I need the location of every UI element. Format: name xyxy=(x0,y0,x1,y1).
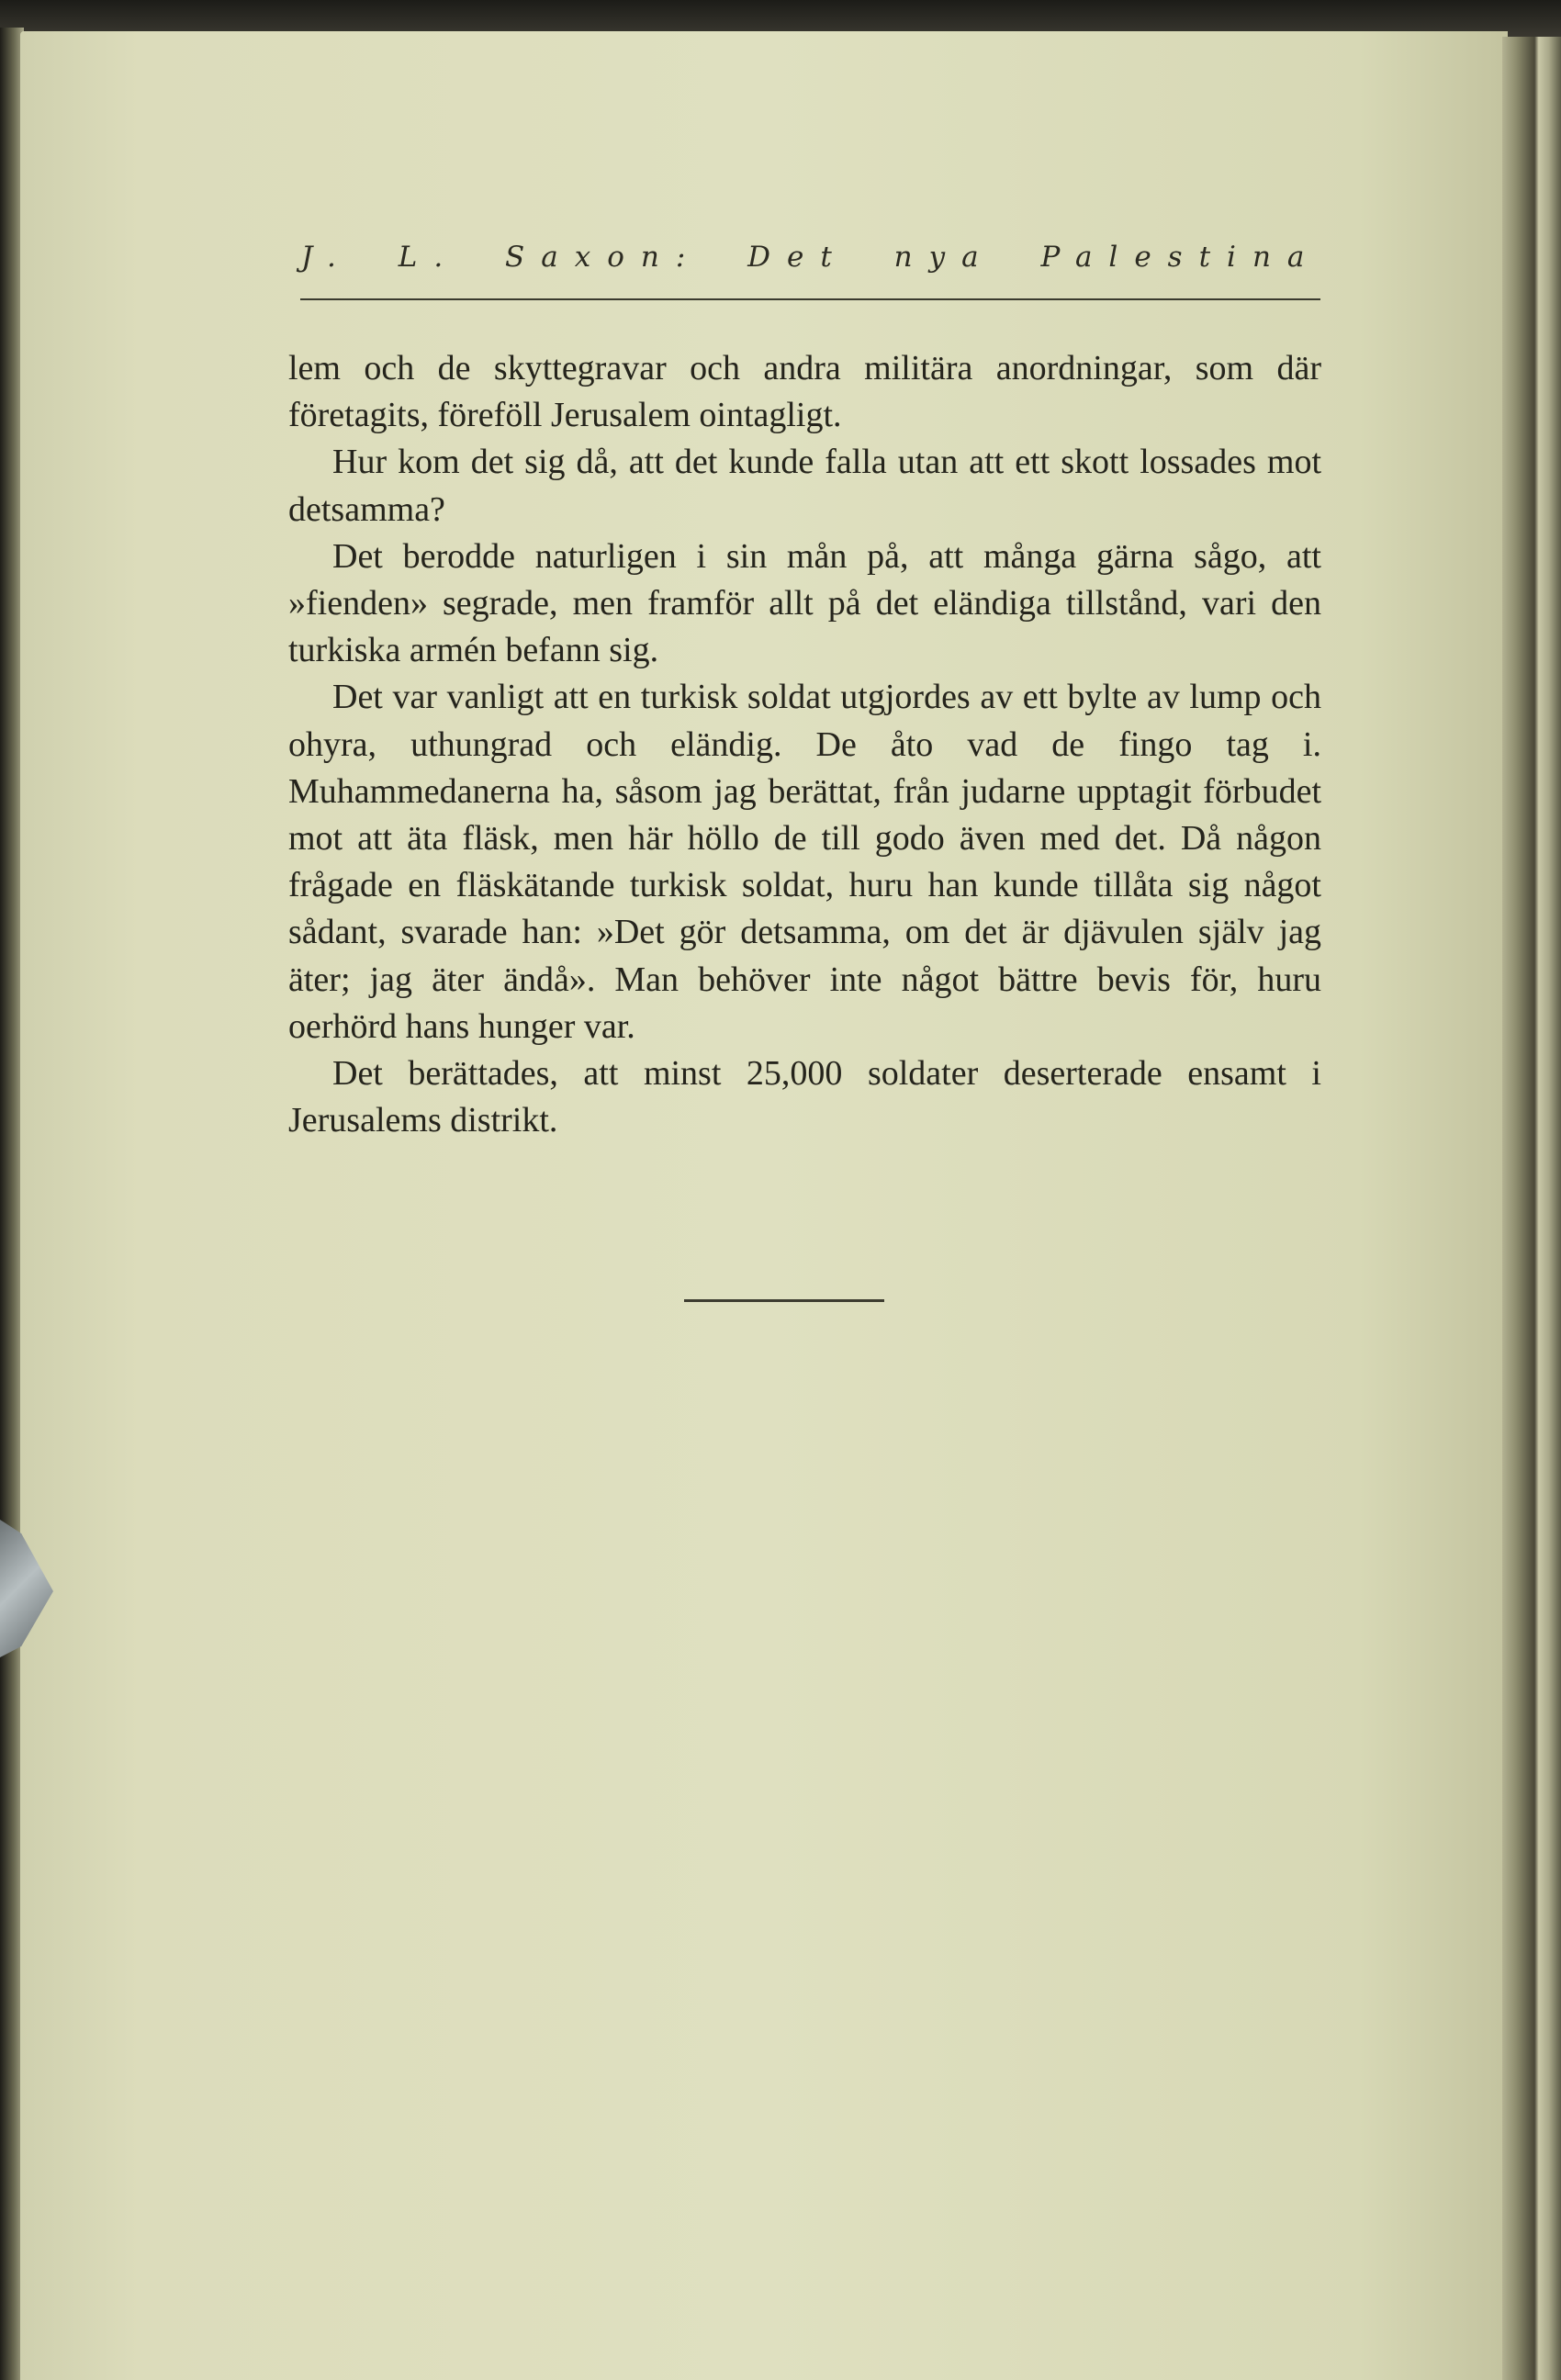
page-right-edge xyxy=(1502,37,1561,2380)
header-rule xyxy=(300,298,1320,300)
paragraph-4: Det var vanligt att en turkisk soldat utgjordes av ett bylte av lump och ohyra, uthungrad och eländig. De åto vad de fingo tag i. Muhammedanerna ha, såsom jag berättat, från judarne upptagit förbudet mot att äta fläsk, men här höllo de till godo även med det. Då någon frågade en fläskätande turkisk soldat, huru han kunde tillåta sig något sådant, svarade han: »Det gör detsamma, om det är djävulen själv jag äter; jag äter ändå». Man behöver inte något bättre bevis för, huru oerhörd hans hunger var. xyxy=(288,678,1321,1046)
paragraph-5: Det berättades, att minst 25,000 soldater deserterade ensamt i Jerusalems distrikt. xyxy=(288,1054,1321,1140)
paragraph-1: lem och de skyttegravar och andra militära anordningar, som där företagits, föreföll Jerusalem ointagligt. xyxy=(288,349,1321,435)
running-head: J. L. Saxon: Det nya Palestina xyxy=(301,241,1321,274)
paragraph-3: Det berodde naturligen i sin mån på, att många gärna sågo, att »fienden» segrade, men framför allt på det eländiga tillstånd, vari den turkiska armén befann sig. xyxy=(288,536,1321,670)
paragraph-2: Hur kom det sig då, att det kunde falla utan att ett skott lossades mot detsamma? xyxy=(288,443,1321,529)
end-rule xyxy=(684,1299,884,1302)
body-text xyxy=(288,345,1321,1144)
